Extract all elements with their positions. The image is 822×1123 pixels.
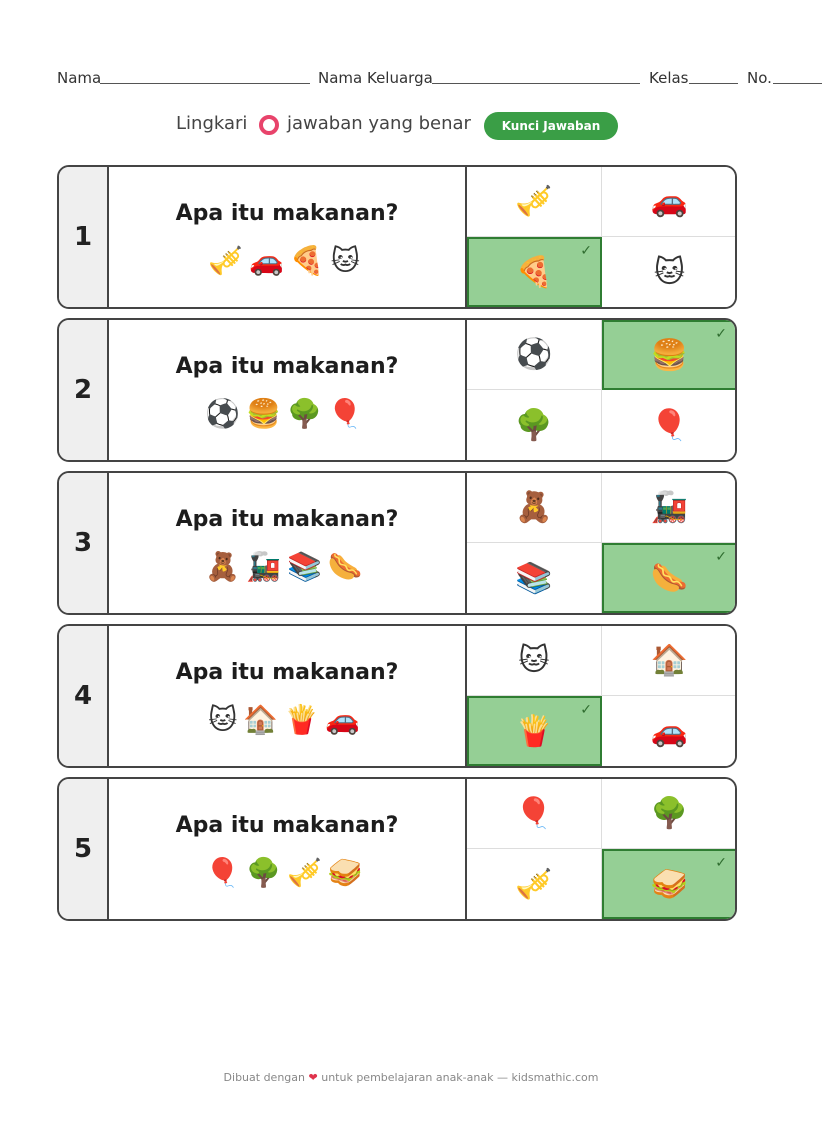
answer-option[interactable]: [467, 779, 602, 849]
answer-option[interactable]: [602, 390, 737, 460]
emoji-icon: ⚽: [205, 397, 247, 430]
question-number: 2: [59, 320, 109, 460]
student-info-fields: [57, 68, 822, 88]
instruction-text-before: Lingkari: [176, 113, 248, 134]
footer-text-after: untuk pembelajaran anak-anak — kidsmathic.com: [321, 1071, 599, 1084]
question-emoji-row: [109, 547, 465, 587]
option-emoji-icon: 🚂: [650, 490, 689, 525]
option-emoji-icon: 📚: [515, 560, 553, 596]
emoji-icon: 🚗: [325, 703, 366, 736]
question-card: [57, 624, 737, 768]
answer-options-grid: [467, 167, 737, 307]
answer-options-grid: [467, 626, 737, 766]
option-emoji-icon: 🌳: [515, 407, 553, 443]
option-emoji-icon: 🍟: [515, 713, 554, 749]
family-name-field-line[interactable]: [432, 83, 640, 84]
question-card: [57, 777, 737, 921]
option-emoji-icon: 🚗: [650, 713, 689, 749]
question-text: Apa itu makanan?: [175, 660, 399, 685]
question-number: 3: [59, 473, 109, 613]
question-emoji-row: [109, 700, 465, 740]
heart-icon: ❤: [308, 1071, 318, 1084]
question-body: [109, 320, 467, 460]
answer-option[interactable]: [602, 167, 737, 237]
footer-text-before: Dibuat dengan: [223, 1071, 305, 1084]
answer-option-correct[interactable]: [602, 543, 737, 613]
question-body: [109, 779, 467, 919]
emoji-icon: 🥪: [327, 856, 369, 889]
checkmark-icon: ✓: [580, 243, 592, 259]
question-card: [57, 165, 737, 309]
option-emoji-icon: 🐱: [518, 643, 550, 678]
answer-option[interactable]: [467, 849, 602, 919]
class-label: Kelas: [649, 69, 689, 87]
question-body: [109, 167, 467, 307]
checkmark-icon: ✓: [715, 855, 727, 871]
question-text: Apa itu makanan?: [175, 813, 399, 838]
checkmark-icon: ✓: [715, 549, 727, 565]
emoji-icon: 🍟: [284, 703, 326, 736]
emoji-icon: 🌭: [327, 550, 369, 583]
emoji-icon: 🌳: [246, 856, 287, 889]
option-emoji-icon: 🎈: [650, 407, 689, 443]
question-number: 5: [59, 779, 109, 919]
emoji-icon: 📚: [287, 550, 328, 583]
answer-option[interactable]: [467, 626, 602, 696]
option-emoji-icon: 🍔: [650, 337, 689, 373]
option-emoji-icon: 🎺: [515, 866, 553, 902]
question-emoji-row: [109, 853, 465, 893]
option-emoji-icon: 🎺: [515, 184, 553, 219]
answer-option[interactable]: [602, 696, 737, 766]
emoji-icon: 🍕: [289, 244, 331, 277]
emoji-icon: 🚗: [248, 244, 290, 277]
option-emoji-icon: 🚗: [650, 184, 689, 219]
answer-option-correct[interactable]: [467, 237, 602, 307]
question-text: Apa itu makanan?: [175, 201, 399, 226]
emoji-icon: 🏠: [243, 703, 285, 736]
question-text: Apa itu makanan?: [175, 507, 399, 532]
emoji-icon: 🎈: [205, 856, 247, 889]
emoji-icon: 🍔: [246, 397, 287, 430]
emoji-icon: 🐱: [330, 244, 366, 277]
instruction-text-after: jawaban yang benar: [287, 113, 471, 134]
circle-outline-icon: [259, 115, 279, 135]
answer-options-grid: [467, 473, 737, 613]
answer-options-grid: [467, 779, 737, 919]
answer-option[interactable]: [602, 626, 737, 696]
answer-option[interactable]: [467, 167, 602, 237]
checkmark-icon: ✓: [580, 702, 592, 718]
footer: [0, 1071, 822, 1084]
answer-option[interactable]: [602, 779, 737, 849]
emoji-icon: 🎺: [287, 856, 328, 889]
question-number: 1: [59, 167, 109, 307]
emoji-icon: 🎈: [327, 397, 369, 430]
answer-option[interactable]: [602, 237, 737, 307]
option-emoji-icon: ⚽: [515, 337, 553, 372]
name-label: Nama: [57, 69, 102, 87]
option-emoji-icon: 🌳: [650, 796, 689, 831]
question-emoji-row: [109, 241, 465, 281]
option-emoji-icon: 🎈: [515, 796, 553, 831]
option-emoji-icon: 🍕: [515, 254, 554, 290]
name-field-line[interactable]: [100, 83, 310, 84]
question-body: [109, 473, 467, 613]
question-card: [57, 471, 737, 615]
answer-options-grid: [467, 320, 737, 460]
answer-option-correct[interactable]: [467, 696, 602, 766]
answer-option[interactable]: [467, 543, 602, 613]
checkmark-icon: ✓: [715, 326, 727, 342]
emoji-icon: 🚂: [246, 550, 287, 583]
family-name-label: Nama Keluarga: [318, 69, 433, 87]
answer-key-badge: Kunci Jawaban: [484, 112, 618, 140]
emoji-icon: 🧸: [205, 550, 247, 583]
question-body: [109, 626, 467, 766]
option-emoji-icon: 🥪: [650, 866, 689, 902]
option-emoji-icon: 🏠: [650, 643, 689, 678]
question-text: Apa itu makanan?: [175, 354, 399, 379]
answer-option[interactable]: [467, 320, 602, 390]
question-number: 4: [59, 626, 109, 766]
emoji-icon: 🎺: [208, 244, 249, 277]
answer-option[interactable]: [467, 390, 602, 460]
answer-option-correct[interactable]: [602, 849, 737, 919]
option-emoji-icon: 🧸: [515, 490, 553, 525]
option-emoji-icon: 🐱: [653, 254, 686, 290]
emoji-icon: 🌳: [287, 397, 328, 430]
answer-option[interactable]: [467, 473, 602, 543]
emoji-icon: 🐱: [208, 703, 244, 736]
option-emoji-icon: 🌭: [650, 560, 689, 596]
number-label: No.: [747, 69, 772, 87]
number-field-line[interactable]: [773, 83, 822, 84]
answer-option[interactable]: [602, 473, 737, 543]
question-card: [57, 318, 737, 462]
question-emoji-row: [109, 394, 465, 434]
answer-option-correct[interactable]: [602, 320, 737, 390]
class-field-line[interactable]: [689, 83, 738, 84]
